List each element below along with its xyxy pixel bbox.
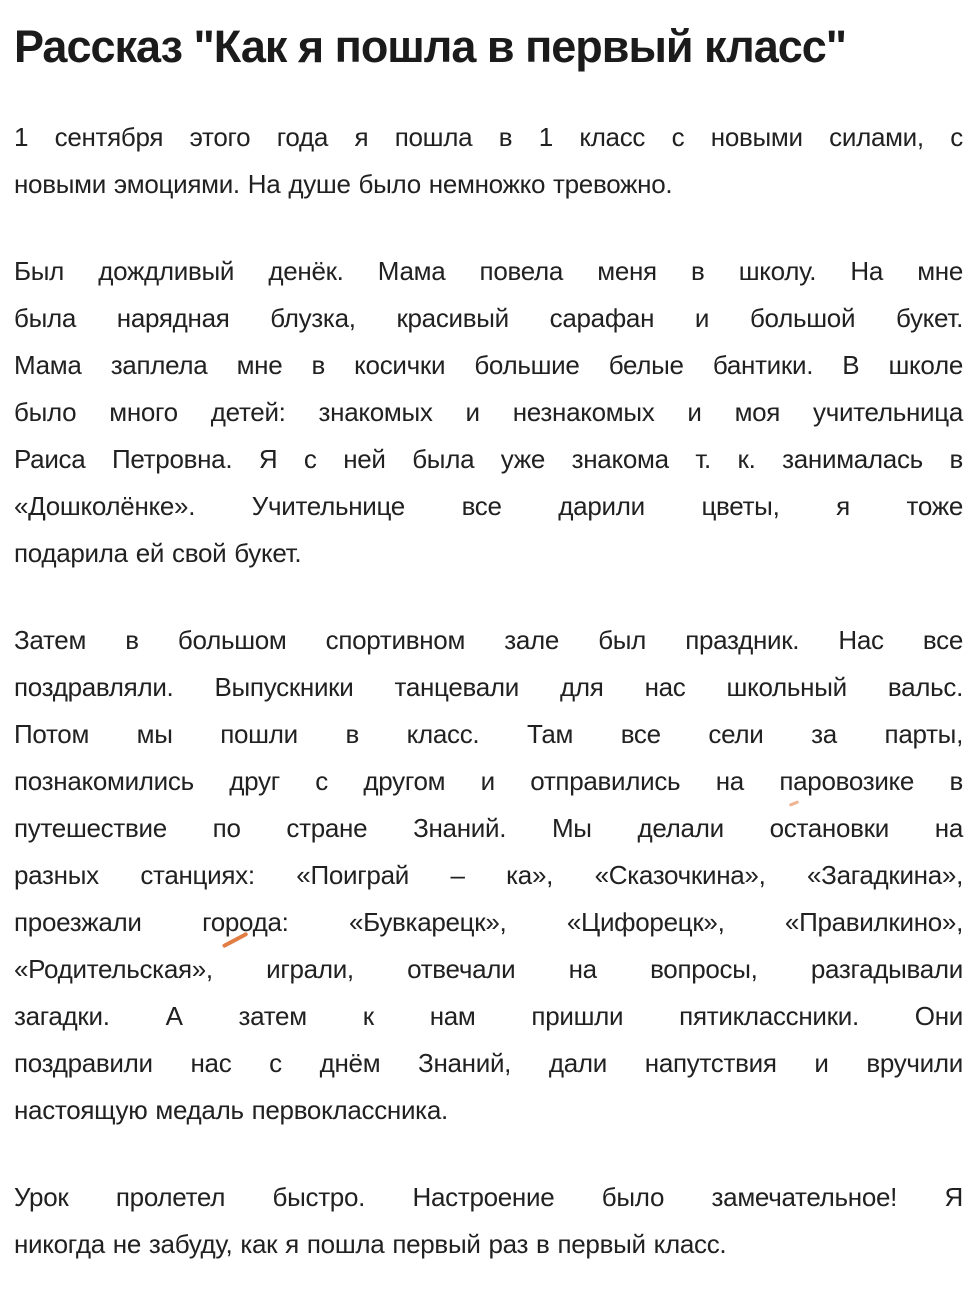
text-line: никогда не забуду, как я пошла первый раз в первый класс. xyxy=(14,1229,727,1259)
text-line: новыми эмоциями. На душе было немножко тревожно. xyxy=(14,169,673,199)
text-line: поздравляли. Выпускники танцевали для нас школьный вальс. xyxy=(14,672,963,702)
text-line: Был дождливый денёк. Мама повела меня в школу. На мне xyxy=(14,256,963,286)
text-line: Раиса Петровна. Я с ней была уже знакома т. к. занималась в xyxy=(14,444,963,474)
text-line: разных станциях: «Поиграй – ка», «Сказочкина», «Загадкина», xyxy=(14,860,963,890)
text-line: познакомились друг с другом и отправились на паровозике в xyxy=(14,766,963,796)
text-line: проезжали города: «Бувкарецк», «Цифорецк», «Правилкино», xyxy=(14,907,963,937)
text-line: поздравили нас с днём Знаний, дали напутствия и вручили xyxy=(14,1048,963,1078)
text-line: Мама заплела мне в косички большие белые бантики. В школе xyxy=(14,350,963,380)
text-line: 1 сентября этого года я пошла в 1 класс с новыми силами, с xyxy=(14,122,963,152)
text-line: Урок пролетел быстро. Настроение было замечательное! Я xyxy=(14,1182,963,1212)
text-line: загадки. А затем к нам пришли пятиклассники. Они xyxy=(14,1001,963,1031)
text-line: путешествие по стране Знаний. Мы делали остановки на xyxy=(14,813,963,843)
paragraph xyxy=(14,617,963,1134)
text-line: подарила ей свой букет. xyxy=(14,538,302,568)
page-title: Рассказ "Как я пошла в первый класс" xyxy=(14,21,847,72)
paragraph xyxy=(14,1174,963,1268)
paragraph xyxy=(14,248,963,577)
text-line: настоящую медаль первоклассника. xyxy=(14,1095,448,1125)
text-line: было много детей: знакомых и незнакомых и моя учительница xyxy=(14,397,963,427)
text-line: Потом мы пошли в класс. Там все сели за парты, xyxy=(14,719,963,749)
text-line: была нарядная блузка, красивый сарафан и большой букет. xyxy=(14,303,963,333)
paragraph xyxy=(14,114,963,208)
text-line: «Дошколёнке». Учительнице все дарили цветы, я тоже xyxy=(14,491,963,521)
text-line: «Родительская», играли, отвечали на вопросы, разгадывали xyxy=(14,954,963,984)
text-line: Затем в большом спортивном зале был праздник. Нас все xyxy=(14,625,963,655)
story xyxy=(14,114,963,1268)
